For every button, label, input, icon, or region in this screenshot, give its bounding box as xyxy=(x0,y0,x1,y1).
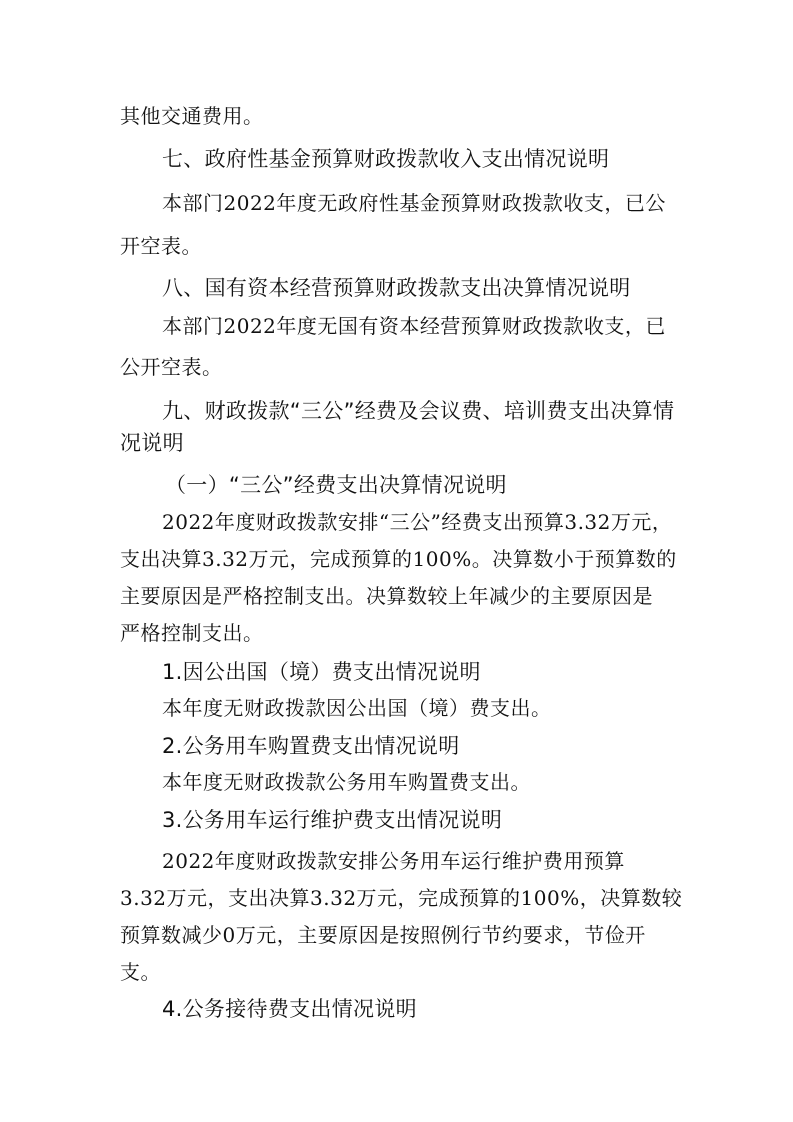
heading-section-8: 八、国有资本经营预算财政拨款支出决算情况说明 xyxy=(162,276,631,300)
subheading-overseas: 1.因公出国（境）费支出情况说明 xyxy=(162,660,481,684)
text-line: 3.32万元，支出决算3.32万元，完成预算的100%，决算数较 xyxy=(120,886,683,910)
subheading-vehicle-purchase: 2.公务用车购置费支出情况说明 xyxy=(162,734,460,758)
subheading-san-gong: （一）“三公”经费支出决算情况说明 xyxy=(165,473,507,497)
text-line: 主要原因是严格控制支出。决算数较上年减少的主要原因是 xyxy=(120,584,653,608)
text-line: 2022年度财政拨款安排“三公”经费支出预算3.32万元， xyxy=(162,510,673,534)
text-line-other-transport: 其他交通费用。 xyxy=(120,104,264,128)
text-line: 本年度无财政拨款公务用车购置费支出。 xyxy=(162,770,531,794)
heading-section-7: 七、政府性基金预算财政拨款收入支出情况说明 xyxy=(162,147,610,171)
text-line: 支。 xyxy=(120,960,161,984)
text-line: 支出决算3.32万元，完成预算的100%。决算数小于预算数的 xyxy=(120,547,677,571)
heading-section-9: 九、财政拨款“三公”经费及会议费、培训费支出决算情 xyxy=(162,399,675,423)
text-line: 严格控制支出。 xyxy=(120,621,264,645)
text-line: 预算数减少0万元，主要原因是按照例行节约要求，节俭开 xyxy=(120,923,646,947)
text-line: 本部门2022年度无国有资本经营预算财政拨款收支，已 xyxy=(162,314,666,338)
text-line: 本部门2022年度无政府性基金预算财政拨款收支，已公 xyxy=(162,191,666,215)
subheading-vehicle-maintenance: 3.公务用车运行维护费支出情况说明 xyxy=(162,808,503,832)
heading-section-9-cont: 况说明 xyxy=(120,431,184,455)
text-line: 本年度无财政拨款因公出国（境）费支出。 xyxy=(162,696,552,720)
subheading-reception: 4.公务接待费支出情况说明 xyxy=(162,997,417,1021)
text-line: 开空表。 xyxy=(120,234,202,258)
text-line: 公开空表。 xyxy=(120,355,223,379)
text-line: 2022年度财政拨款安排公务用车运行维护费用预算 xyxy=(162,849,625,873)
